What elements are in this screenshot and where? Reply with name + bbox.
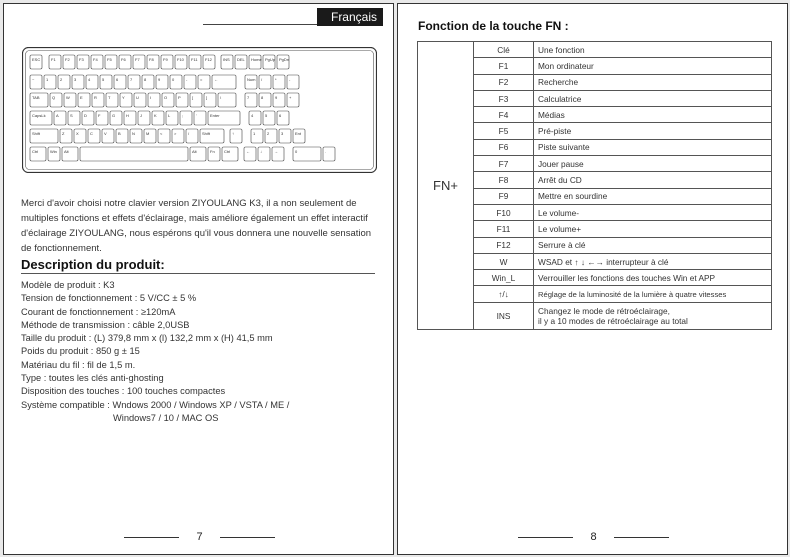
svg-text:*: * (275, 77, 277, 82)
keyboard-key (287, 93, 299, 107)
svg-text:F: F (98, 113, 101, 118)
keyboard-key (218, 93, 236, 107)
keyboard-key (221, 55, 233, 69)
keyboard-key (105, 55, 117, 69)
svg-text:]: ] (206, 95, 208, 100)
spec-item: Modèle de produit : K3 (21, 280, 115, 290)
keyboard-key (102, 129, 114, 143)
keyboard-key (273, 75, 285, 89)
keyboard-key (263, 55, 276, 69)
svg-text:K: K (154, 113, 157, 118)
row-function-line-2: il y a 10 modes de rétroéclairage au total (538, 315, 688, 326)
row-function: Calculatrice (534, 90, 772, 106)
keyboard-key (148, 93, 160, 107)
svg-text:F4: F4 (93, 57, 98, 62)
keyboard-key (230, 129, 242, 143)
keyboard-key (208, 111, 240, 125)
row-key: F1 (474, 58, 534, 74)
keyboard-key (114, 75, 126, 89)
row-key: F7 (474, 156, 534, 172)
keyboard-key (156, 75, 168, 89)
spec-item: Méthode de transmission : câble 2,0USB (21, 319, 190, 330)
svg-text:+: + (289, 95, 292, 100)
keyboard-key (208, 147, 220, 161)
row-function: Piste suivante (534, 139, 772, 155)
row-function: Mon ordinateur (534, 58, 772, 74)
svg-text:Ctrl: Ctrl (32, 149, 39, 154)
svg-text:L: L (168, 113, 171, 118)
keyboard-key (249, 55, 262, 69)
keyboard-key (190, 93, 202, 107)
spec-item: Tension de fonctionnement : 5 V/CC ± 5 % (21, 293, 197, 304)
header-function: Une fonction (534, 42, 772, 58)
keyboard-key (88, 129, 100, 143)
row-function-line-1: Changez le mode de rétroéclairage, (538, 305, 670, 316)
svg-text:Enter: Enter (210, 113, 220, 118)
keyboard-key (204, 93, 216, 107)
keyboard-key (142, 75, 154, 89)
keyboard-key (251, 129, 263, 143)
svg-text:B: B (118, 131, 121, 136)
svg-text:5: 5 (102, 77, 105, 82)
fn-section-title: Fonction de la touche FN : (418, 19, 569, 33)
spec-item: Disposition des touches : 100 touches compactes (21, 386, 226, 397)
svg-text:/: / (188, 131, 190, 136)
row-function: Recherche (534, 74, 772, 90)
keyboard-key (200, 129, 224, 143)
keyboard-key (96, 111, 108, 125)
keyboard-key (277, 111, 289, 125)
svg-text:Alt: Alt (192, 149, 197, 154)
svg-text:H: H (126, 113, 129, 118)
svg-text:9: 9 (275, 95, 278, 100)
svg-text:Shift: Shift (32, 131, 41, 136)
svg-text:F7: F7 (135, 57, 140, 62)
keyboard-key (44, 75, 56, 89)
row-key: Win_L (474, 270, 534, 286)
svg-text:1: 1 (46, 77, 49, 82)
svg-text:3: 3 (281, 131, 284, 136)
row-key: F5 (474, 123, 534, 139)
svg-text:O: O (164, 95, 168, 100)
svg-text:F10: F10 (177, 57, 184, 62)
svg-text:[: [ (192, 95, 194, 100)
keyboard-key (175, 55, 187, 69)
svg-text:Num: Num (247, 77, 256, 82)
row-key: ↑/↓ (474, 286, 534, 302)
keyboard-key (161, 55, 173, 69)
keyboard-key (279, 129, 291, 143)
svg-text:>: > (174, 131, 177, 136)
svg-text:F1: F1 (51, 57, 56, 62)
keyboard-key (265, 129, 277, 143)
svg-text:D: D (84, 113, 87, 118)
svg-text:7: 7 (247, 95, 250, 100)
svg-text:.: . (325, 149, 327, 154)
svg-text:↑: ↑ (232, 131, 234, 136)
keyboard-key (120, 93, 132, 107)
intro-paragraph: Merci d'avoir choisi notre clavier version ZIYOULANG K3, il a non seulement de multiples fonctions et effets d'éclairage, mais améliore également un effet interactif d'éclairage ZIYOULANG, nous espérons qu'il vous donnera une nouvelle sensation de fonctionnement. (21, 198, 372, 254)
keyboard-key (222, 147, 238, 161)
svg-text:C: C (90, 131, 93, 136)
svg-text:Fn: Fn (210, 149, 215, 154)
keyboard-key (130, 129, 142, 143)
keyboard-key (186, 129, 198, 143)
keyboard-key (144, 129, 156, 143)
fn-function-table (417, 41, 772, 330)
keyboard-key (194, 111, 206, 125)
svg-text:F5: F5 (107, 57, 112, 62)
svg-text:J: J (140, 113, 142, 118)
svg-text:<: < (160, 131, 163, 136)
keyboard-key (323, 147, 335, 161)
svg-text:Win: Win (50, 149, 57, 154)
svg-text:M: M (146, 131, 150, 136)
spec-item: Matériau du fil : fil de 1,5 m. (21, 359, 136, 370)
keyboard-key (80, 147, 188, 161)
keyboard-key (64, 93, 76, 107)
keyboard-key (189, 55, 201, 69)
table-header-row (418, 42, 772, 58)
keyboard-key (68, 111, 80, 125)
svg-text:-: - (289, 77, 291, 82)
spec-item: Système compatible : Wndows 2000 / Windows XP / VSTA / ME / (21, 399, 290, 410)
keyboard-key (48, 147, 60, 161)
keyboard-diagram (22, 47, 377, 173)
row-key: F6 (474, 139, 534, 155)
keyboard-key (82, 111, 94, 125)
keyboard-key (30, 147, 46, 161)
keyboard-key (263, 111, 275, 125)
language-tab: Français (317, 8, 383, 26)
svg-text:Y: Y (122, 95, 125, 100)
row-function: Serrure à clé (534, 237, 772, 253)
row-function: Verrouiller les fonctions des touches Win et APP (534, 270, 772, 286)
keyboard-key (58, 75, 70, 89)
keyboard-key (158, 129, 170, 143)
keyboard-key (198, 75, 210, 89)
svg-text:F6: F6 (121, 57, 126, 62)
keyboard-key (147, 55, 159, 69)
keyboard-key (212, 75, 236, 89)
svg-text:CapsLk: CapsLk (32, 113, 46, 118)
spec-item-continued: Windows7 / 10 / MAC OS (113, 412, 219, 423)
svg-text:DEL: DEL (237, 57, 245, 62)
svg-text:=: = (200, 77, 203, 82)
svg-text:3: 3 (74, 77, 77, 82)
row-function: Mettre en sourdine (534, 188, 772, 204)
keyboard-key (106, 93, 118, 107)
keyboard-key (30, 75, 42, 89)
svg-text:INS: INS (223, 57, 230, 62)
page-number-rule-right (614, 537, 669, 538)
keyboard-key (30, 93, 48, 107)
row-key: F8 (474, 172, 534, 188)
svg-text:Z: Z (62, 131, 65, 136)
svg-text:5: 5 (265, 113, 268, 118)
svg-text:PgDn: PgDn (279, 57, 290, 62)
keyboard-key (92, 93, 104, 107)
svg-text:A: A (56, 113, 59, 118)
keyboard-key (54, 111, 66, 125)
row-key: INS (474, 302, 534, 329)
keyboard-key (30, 111, 52, 125)
svg-text:S: S (70, 113, 73, 118)
svg-text:←: ← (246, 149, 250, 154)
keyboard-key (190, 147, 206, 161)
row-function: Arrêt du CD (534, 172, 772, 188)
keyboard-key (30, 55, 42, 69)
row-key: F9 (474, 188, 534, 204)
svg-text:6: 6 (116, 77, 119, 82)
spec-item: Taille du produit : (L) 379,8 mm x (l) 132,2 mm x (H) 41,5 mm (21, 333, 273, 344)
svg-text:ESC: ESC (32, 57, 41, 62)
keyboard-key (133, 55, 145, 69)
header-key: Clé (474, 42, 534, 58)
keyboard-key (116, 129, 128, 143)
svg-text:;: ; (182, 113, 184, 118)
keyboard-key (50, 93, 62, 107)
svg-text:0: 0 (172, 77, 175, 82)
row-function: Jouer pause (534, 156, 772, 172)
keyboard-key (245, 75, 257, 89)
keyboard-key (138, 111, 150, 125)
page-8 (397, 3, 788, 555)
keyboard-key (110, 111, 122, 125)
keyboard-key (293, 147, 321, 161)
keyboard-key (166, 111, 178, 125)
svg-text:\: \ (220, 95, 222, 100)
keyboard-key (134, 93, 146, 107)
row-function: Le volume+ (534, 221, 772, 237)
page-number: 8 (590, 531, 597, 543)
keyboard-key (62, 147, 78, 161)
row-function: WSAD et ↑ ↓ ←→ interrupteur à clé (534, 253, 772, 269)
svg-text:8: 8 (144, 77, 147, 82)
spec-item: Type : toutes les clés anti-ghosting (21, 373, 164, 384)
keyboard-key (91, 55, 103, 69)
row-key: F2 (474, 74, 534, 90)
svg-text:E: E (80, 95, 83, 100)
keyboard-key (100, 75, 112, 89)
keyboard-key (128, 75, 140, 89)
keyboard-key (258, 147, 270, 161)
row-key: F4 (474, 107, 534, 123)
keyboard-key (170, 75, 182, 89)
keyboard-key (249, 111, 261, 125)
svg-text:8: 8 (261, 95, 264, 100)
svg-text:F3: F3 (79, 57, 84, 62)
svg-text:7: 7 (130, 77, 133, 82)
keyboard-key (78, 93, 90, 107)
svg-text:Ent: Ent (295, 131, 302, 136)
svg-text:←: ← (214, 77, 218, 82)
keyboard-key (86, 75, 98, 89)
svg-text:Shift: Shift (202, 131, 211, 136)
page-7 (3, 3, 394, 555)
row-key: F10 (474, 204, 534, 220)
keyboard-key (72, 75, 84, 89)
svg-text:↓: ↓ (260, 149, 262, 154)
keyboard-key (180, 111, 192, 125)
svg-text:U: U (136, 95, 139, 100)
svg-text:Home: Home (251, 57, 262, 62)
svg-text:PgUp: PgUp (265, 57, 276, 62)
row-function: Le volume- (534, 204, 772, 220)
spec-item: Courant de fonctionnement : ≥120mA (21, 306, 176, 317)
svg-text:W: W (66, 95, 70, 100)
keyboard-key (244, 147, 256, 161)
svg-text:X: X (76, 131, 79, 136)
page-number-rule-right (220, 537, 275, 538)
row-function: Médias (534, 107, 772, 123)
keyboard-key (124, 111, 136, 125)
keyboard-key (259, 75, 271, 89)
row-key: F12 (474, 237, 534, 253)
keyboard-key (63, 55, 75, 69)
row-key: F11 (474, 221, 534, 237)
svg-text:→: → (274, 149, 278, 154)
svg-text:F11: F11 (191, 57, 198, 62)
keyboard-key (152, 111, 164, 125)
keyboard-key (77, 55, 89, 69)
spec-item: Poids du produit : 850 g ± 15 (21, 346, 140, 357)
svg-text:G: G (112, 113, 116, 118)
keyboard-key (49, 55, 61, 69)
keyboard-key (184, 75, 196, 89)
row-key: W (474, 253, 534, 269)
svg-text:Alt: Alt (64, 149, 69, 154)
keyboard-key (74, 129, 86, 143)
svg-text:9: 9 (158, 77, 161, 82)
svg-text:~: ~ (32, 77, 35, 82)
keyboard-key (277, 55, 289, 69)
svg-text:Ctrl: Ctrl (224, 149, 231, 154)
keyboard-key (203, 55, 215, 69)
page-number: 7 (196, 531, 203, 543)
keyboard-key (287, 75, 299, 89)
row-function: Réglage de la luminosité de la lumière à quatre vitesses (534, 286, 772, 302)
keyboard-key (30, 129, 58, 143)
svg-text:': ' (196, 113, 197, 118)
svg-text:R: R (94, 95, 97, 100)
fn-label-cell: FN+ (418, 42, 474, 330)
row-key: F3 (474, 90, 534, 106)
svg-text:V: V (104, 131, 107, 136)
keyboard-key (273, 93, 285, 107)
keyboard-key (259, 93, 271, 107)
keyboard-key (176, 93, 188, 107)
svg-text:N: N (132, 131, 135, 136)
svg-text:4: 4 (251, 113, 254, 118)
svg-text:P: P (178, 95, 181, 100)
svg-text:0: 0 (295, 149, 298, 154)
svg-text:/: / (261, 77, 263, 82)
keyboard-key (245, 93, 257, 107)
row-function: Pré-piste (534, 123, 772, 139)
description-title: Description du produit: (21, 257, 165, 272)
svg-text:6: 6 (279, 113, 282, 118)
svg-text:1: 1 (253, 131, 256, 136)
keyboard-key (60, 129, 72, 143)
keyboard-key (119, 55, 131, 69)
svg-text:-: - (186, 77, 188, 82)
keyboard-key (172, 129, 184, 143)
description-rule (21, 273, 375, 274)
svg-text:T: T (108, 95, 111, 100)
svg-text:F8: F8 (149, 57, 154, 62)
svg-text:2: 2 (60, 77, 63, 82)
svg-text:TAB: TAB (32, 95, 40, 100)
keyboard-key (272, 147, 284, 161)
spec-list (21, 279, 289, 425)
row-function (534, 302, 772, 329)
keyboard-key (235, 55, 247, 69)
svg-text:2: 2 (267, 131, 270, 136)
svg-text:Q: Q (52, 95, 56, 100)
svg-text:I: I (150, 95, 152, 100)
keyboard-key (293, 129, 305, 143)
svg-text:F2: F2 (65, 57, 70, 62)
svg-text:F9: F9 (163, 57, 168, 62)
svg-text:4: 4 (88, 77, 91, 82)
svg-text:F12: F12 (205, 57, 212, 62)
keyboard-key (162, 93, 174, 107)
